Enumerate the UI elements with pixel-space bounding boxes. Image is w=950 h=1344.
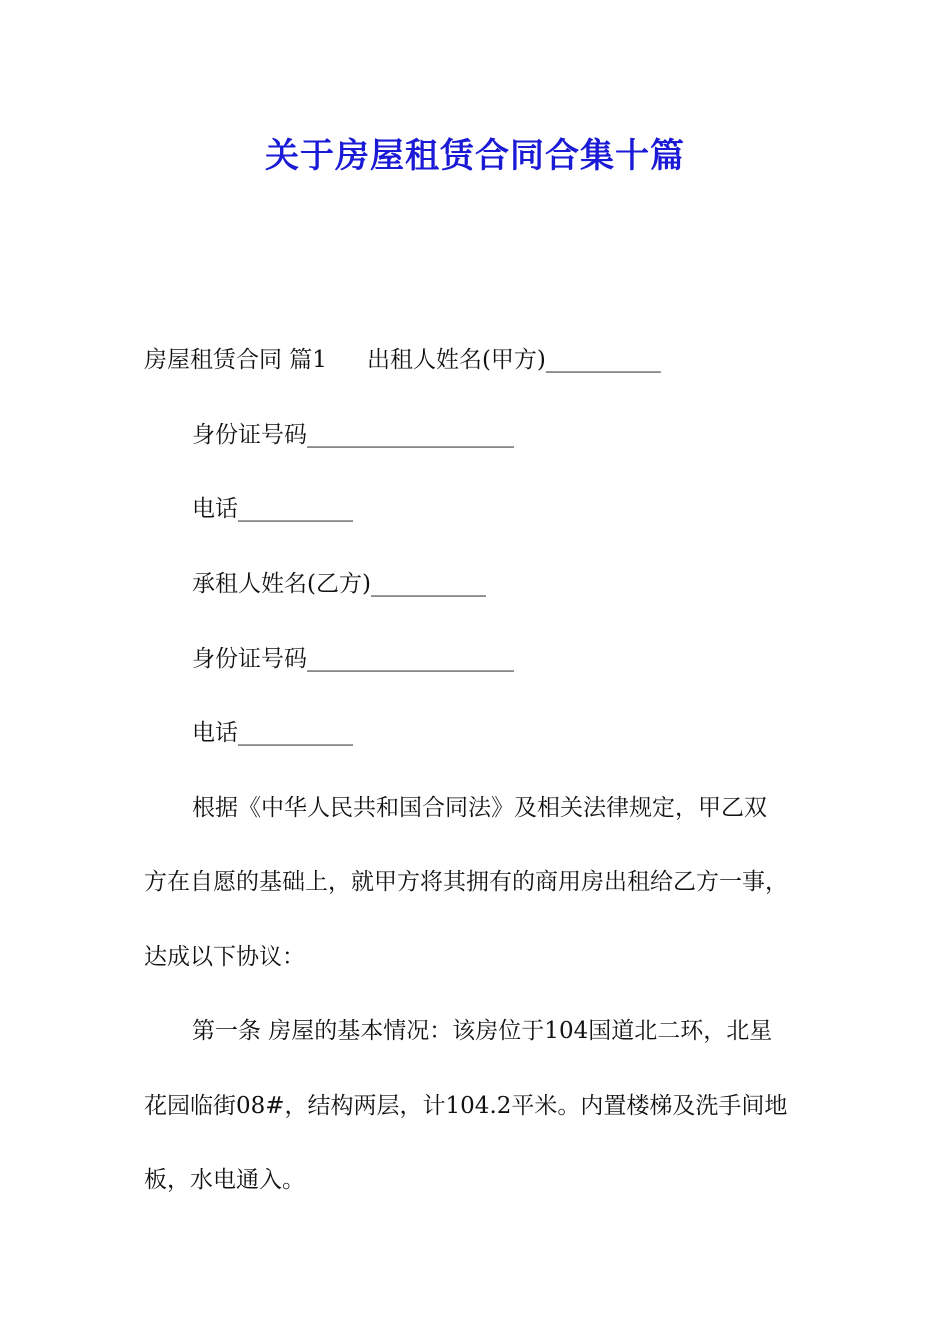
landlord-phone-field: 电话__________	[192, 496, 353, 522]
paragraph-line: 根据《中华人民共和国合同法》及相关法律规定，甲乙双	[192, 795, 767, 821]
contract-heading: 房屋租赁合同 篇1	[144, 347, 327, 373]
tenant-id-field: 身份证号码__________________	[192, 646, 514, 672]
tenant-name-field: 承租人姓名(乙方)__________	[192, 571, 486, 597]
contract-heading-line	[144, 344, 661, 376]
landlord-name-field: 出租人姓名(甲方)__________	[366, 347, 661, 373]
paragraph-line: 方在自愿的基础上，就甲方将其拥有的商用房出租给乙方一事，	[144, 869, 788, 895]
tenant-phone-field: 电话__________	[192, 720, 353, 746]
landlord-id-field: 身份证号码__________________	[192, 422, 514, 448]
document-title: 关于房屋租赁合同合集十篇	[265, 136, 685, 176]
paragraph-line: 达成以下协议：	[144, 944, 305, 970]
article-1-line: 花园临街08#，结构两层，计104.2平米。内置楼梯及洗手间地	[144, 1093, 788, 1119]
article-1-line: 第一条 房屋的基本情况：该房位于104国道北二环，北星	[192, 1018, 773, 1044]
article-1-line: 板，水电通入。	[144, 1167, 305, 1193]
